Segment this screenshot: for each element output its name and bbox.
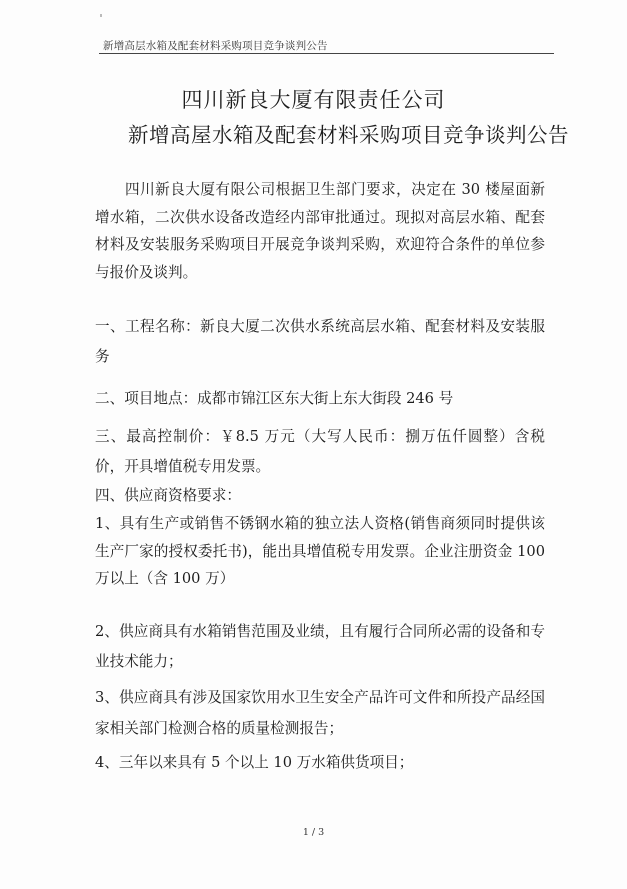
page-number: 1 / 3 [302, 827, 325, 838]
requirement-2: 2、供应商具有水箱销售范围及业绩，且有履行合同所必需的设备和专业技术能力； [95, 623, 545, 670]
scan-mark [100, 14, 102, 17]
project-location-item: 二、项目地点：成都市锦江区东大街上东大街段 246 号 [95, 390, 454, 407]
requirement-3: 3、供应商具有涉及国家饮用水卫生安全产品许可文件和所投产品经国家相关部门检测合格的质量检测报告； [95, 689, 545, 737]
intro-paragraph: 四川新良大厦有限公司根据卫生部门要求，决定在 30 楼屋面新增水箱，二次供水设备改造经内部审批通过。现拟对高层水箱、配套材料及安装服务采购项目开展竞争谈判采购，欢迎符合条件的单位参与报价及谈判。 [95, 181, 545, 281]
requirement-4: 4、三年以来具有 5 个以上 10 万水箱供货项目； [95, 754, 414, 771]
supplier-requirements-heading: 四、供应商资格要求： [95, 487, 241, 504]
project-name-item: 一、工程名称：新良大厦二次供水系统高层水箱、配套材料及安装服务 [95, 318, 545, 365]
requirement-1: 1、具有生产或销售不锈钢水箱的独立法人资格(销售商须同时提供该生产厂家的授权委托书)，能出具增值税专用发票。企业注册资金 100 万以上（含 100 万） [95, 515, 545, 587]
max-price-item: 三、最高控制价：￥8.5 万元（大写人民币：捌万伍仟圆整）含税价，开具增值税专用发票。 [95, 428, 545, 475]
header-divider [99, 53, 554, 54]
running-header: 新增高层水箱及配套材料采购项目竞争谈判公告 [103, 40, 328, 52]
company-title: 四川新良大厦有限责任公司 [181, 88, 446, 112]
notice-title: 新增高屋水箱及配套材料采购项目竞争谈判公告 [128, 123, 569, 147]
